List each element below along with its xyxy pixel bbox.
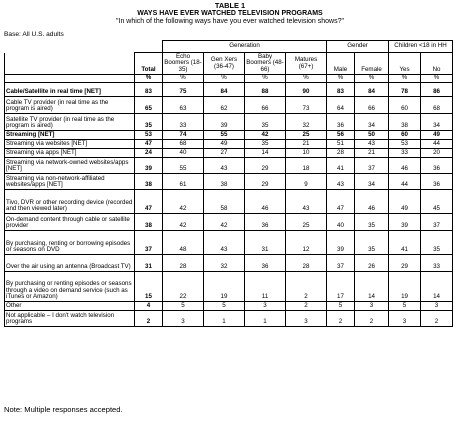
row-value: 5 — [327, 302, 355, 311]
row-value: 53 — [135, 131, 163, 140]
row-value: 90 — [286, 83, 327, 97]
row-value: 37 — [327, 255, 355, 272]
row-value: 40 — [327, 214, 355, 231]
header-children: Children <18 in HH — [389, 41, 453, 53]
row-value: 19 — [204, 272, 245, 302]
col-echo-boomers: Echo Boomers (18-35) — [164, 52, 202, 73]
row-label: Streaming via websites [NET] — [5, 140, 135, 149]
row-value: 37 — [355, 158, 389, 174]
row-value: 39 — [135, 158, 163, 174]
row-value: 42 — [163, 190, 204, 214]
row-value: 73 — [286, 97, 327, 114]
row-value: 2 — [327, 311, 355, 327]
row-value: 38 — [204, 174, 245, 190]
row-value: 49 — [204, 140, 245, 149]
row-value: 5 — [389, 302, 421, 311]
row-value: 3 — [421, 302, 453, 311]
row-value: 21 — [355, 149, 389, 158]
row-value: 11 — [245, 272, 286, 302]
row-label: Tivo, DVR or other recording device (recorded and then viewed later) — [5, 190, 135, 214]
table-title: WAYS HAVE EVER WATCHED TELEVISION PROGRAMS — [137, 10, 323, 17]
table-title-block — [0, 10, 460, 26]
table-row — [5, 97, 453, 114]
base-note: Base: All U.S. adults — [4, 31, 64, 38]
row-value: 43 — [204, 231, 245, 255]
table-row — [5, 174, 453, 190]
col-yes: Yes — [389, 53, 421, 75]
row-value: 58 — [204, 190, 245, 214]
row-value: 1 — [245, 311, 286, 327]
row-value: 28 — [163, 255, 204, 272]
col-no: No — [421, 53, 453, 75]
row-value: 21 — [286, 140, 327, 149]
row-value: 28 — [327, 149, 355, 158]
row-label: Over the air using an antenna (Broadcast TV) — [5, 255, 135, 272]
header-generation: Generation — [163, 41, 327, 53]
row-value: 49 — [421, 131, 453, 140]
row-value: 68 — [421, 97, 453, 114]
row-value: 63 — [163, 97, 204, 114]
row-value: 14 — [421, 272, 453, 302]
row-label: Streaming via network-owned websites/apps [NET] — [5, 158, 135, 174]
row-value: 5 — [163, 302, 204, 311]
row-value: 37 — [135, 231, 163, 255]
row-value: 3 — [163, 311, 204, 327]
table-row — [5, 83, 453, 97]
row-value: 38 — [389, 114, 421, 131]
percent-symbol: % — [286, 75, 327, 83]
row-value: 14 — [245, 149, 286, 158]
row-value: 20 — [421, 149, 453, 158]
row-value: 75 — [163, 83, 204, 97]
row-value: 2 — [286, 302, 327, 311]
row-value: 60 — [389, 97, 421, 114]
row-value: 3 — [355, 302, 389, 311]
row-value: 3 — [389, 311, 421, 327]
table-row — [5, 272, 453, 302]
data-table — [4, 40, 453, 327]
row-value: 44 — [389, 174, 421, 190]
table-number — [0, 2, 460, 10]
row-value: 48 — [163, 231, 204, 255]
row-value: 22 — [163, 272, 204, 302]
row-value: 25 — [286, 131, 327, 140]
row-value: 39 — [327, 231, 355, 255]
row-value: 49 — [389, 190, 421, 214]
row-value: 50 — [355, 131, 389, 140]
row-value: 36 — [245, 255, 286, 272]
row-value: 83 — [135, 83, 163, 97]
row-value: 26 — [355, 255, 389, 272]
row-value: 32 — [286, 114, 327, 131]
row-label: Other — [5, 302, 135, 311]
row-value: 1 — [204, 311, 245, 327]
row-value: 18 — [286, 158, 327, 174]
row-value: 40 — [163, 149, 204, 158]
row-value: 74 — [163, 131, 204, 140]
row-value: 55 — [204, 131, 245, 140]
row-value: 36 — [421, 158, 453, 174]
row-value: 42 — [204, 214, 245, 231]
header-blank-total — [135, 41, 163, 53]
header-column-row — [5, 53, 453, 75]
row-label: Streaming [NET] — [5, 131, 135, 140]
survey-question: "In which of the following ways have you ever watched television shows?" — [116, 18, 344, 25]
row-value: 83 — [327, 83, 355, 97]
row-value: 43 — [327, 174, 355, 190]
row-value: 9 — [286, 174, 327, 190]
row-value: 24 — [135, 149, 163, 158]
row-value: 88 — [245, 83, 286, 97]
row-value: 34 — [421, 114, 453, 131]
row-value: 29 — [389, 255, 421, 272]
row-value: 31 — [245, 231, 286, 255]
row-value: 10 — [286, 149, 327, 158]
percent-row-label — [5, 75, 135, 83]
table-row — [5, 131, 453, 140]
row-value: 65 — [135, 97, 163, 114]
row-value: 43 — [355, 140, 389, 149]
row-value: 53 — [389, 140, 421, 149]
header-blank — [5, 41, 135, 53]
row-label: By purchasing or renting episodes or seasons through a video on demand service (such as iTunes or Amazon) — [5, 272, 135, 302]
row-value: 4 — [135, 302, 163, 311]
row-value: 25 — [286, 214, 327, 231]
row-label: Cable TV provider (in real time as the program is aired) — [5, 97, 135, 114]
percent-symbol: % — [245, 75, 286, 83]
table-row — [5, 190, 453, 214]
row-value: 44 — [421, 140, 453, 149]
row-value: 66 — [355, 97, 389, 114]
row-value: 34 — [355, 114, 389, 131]
row-value: 47 — [327, 190, 355, 214]
percent-symbol: % — [355, 75, 389, 83]
row-value: 19 — [389, 272, 421, 302]
row-value: 31 — [135, 255, 163, 272]
row-value: 38 — [135, 214, 163, 231]
row-value: 17 — [327, 272, 355, 302]
row-value: 33 — [421, 255, 453, 272]
row-value: 35 — [355, 214, 389, 231]
row-label: Not applicable – I don't watch television programs — [5, 311, 135, 327]
col-gen-xers: Gen Xers (36-47) — [204, 53, 245, 75]
row-label: Streaming via non-network-affiliated websites/apps [NET] — [5, 174, 135, 190]
row-value: 64 — [327, 97, 355, 114]
row-value: 36 — [245, 214, 286, 231]
col-baby-boomers: Baby Boomers (48-66) — [246, 52, 284, 73]
row-value: 3 — [245, 302, 286, 311]
col-total: Total — [135, 53, 163, 75]
header-group-row — [5, 41, 453, 53]
row-value: 36 — [421, 174, 453, 190]
row-value: 33 — [163, 114, 204, 131]
table-row — [5, 302, 453, 311]
row-value: 51 — [327, 140, 355, 149]
row-value: 12 — [286, 231, 327, 255]
table-row — [5, 214, 453, 231]
row-value: 2 — [286, 272, 327, 302]
row-value: 34 — [355, 174, 389, 190]
percent-symbol: % — [327, 75, 355, 83]
row-value: 29 — [245, 158, 286, 174]
table-row — [5, 255, 453, 272]
row-value: 27 — [204, 149, 245, 158]
percent-symbol: % — [135, 75, 163, 83]
row-label: Streaming via apps [NET] — [5, 149, 135, 158]
row-value: 66 — [245, 97, 286, 114]
row-value: 60 — [389, 131, 421, 140]
row-value: 43 — [286, 190, 327, 214]
percent-symbol: % — [163, 75, 204, 83]
row-value: 2 — [355, 311, 389, 327]
row-value: 35 — [245, 140, 286, 149]
table-row — [5, 311, 453, 327]
row-value: 28 — [286, 255, 327, 272]
col-male: Male — [327, 53, 355, 75]
header-blank-label — [5, 53, 135, 75]
row-value: 35 — [355, 231, 389, 255]
row-value: 29 — [245, 174, 286, 190]
row-value: 33 — [389, 149, 421, 158]
row-value: 35 — [135, 114, 163, 131]
table-row — [5, 140, 453, 149]
row-value: 47 — [135, 190, 163, 214]
table-row — [5, 158, 453, 174]
row-value: 42 — [163, 214, 204, 231]
footnote: Note: Multiple responses accepted. — [4, 405, 123, 414]
row-value: 45 — [421, 190, 453, 214]
row-value: 14 — [355, 272, 389, 302]
row-value: 41 — [327, 158, 355, 174]
header-gender: Gender — [327, 41, 389, 53]
row-value: 37 — [421, 214, 453, 231]
row-value: 5 — [204, 302, 245, 311]
row-value: 61 — [163, 174, 204, 190]
row-value: 46 — [355, 190, 389, 214]
row-label: Cable/Satellite in real time [NET] — [5, 83, 135, 97]
percent-symbol: % — [204, 75, 245, 83]
table-row — [5, 149, 453, 158]
percent-row — [5, 75, 453, 83]
row-label: On-demand content through cable or satellite provider — [5, 214, 135, 231]
row-value: 39 — [204, 114, 245, 131]
row-value: 86 — [421, 83, 453, 97]
row-value: 55 — [163, 158, 204, 174]
row-value: 84 — [355, 83, 389, 97]
row-value: 84 — [204, 83, 245, 97]
row-value: 47 — [135, 140, 163, 149]
row-value: 2 — [421, 311, 453, 327]
table-row — [5, 231, 453, 255]
row-value: 62 — [204, 97, 245, 114]
percent-symbol: % — [389, 75, 421, 83]
row-value: 46 — [245, 190, 286, 214]
row-label: Satellite TV provider (in real time as the program is aired) — [5, 114, 135, 131]
col-matures: Matures (67+) — [286, 53, 327, 75]
row-value: 32 — [204, 255, 245, 272]
percent-symbol: % — [421, 75, 453, 83]
row-value: 2 — [135, 311, 163, 327]
table-body — [5, 41, 453, 327]
row-value: 35 — [421, 231, 453, 255]
table-number-text: TABLE 1 — [214, 1, 246, 10]
row-value: 39 — [389, 214, 421, 231]
row-value: 78 — [389, 83, 421, 97]
row-value: 38 — [135, 174, 163, 190]
row-value: 43 — [204, 158, 245, 174]
row-value: 42 — [245, 131, 286, 140]
table-row — [5, 114, 453, 131]
row-value: 36 — [327, 114, 355, 131]
row-value: 35 — [245, 114, 286, 131]
row-value: 68 — [163, 140, 204, 149]
row-label: By purchasing, renting or borrowing episodes or seasons on DVD — [5, 231, 135, 255]
row-value: 56 — [327, 131, 355, 140]
row-value: 41 — [389, 231, 421, 255]
row-value: 46 — [389, 158, 421, 174]
col-female: Female — [355, 53, 389, 75]
row-value: 3 — [286, 311, 327, 327]
row-value: 15 — [135, 272, 163, 302]
